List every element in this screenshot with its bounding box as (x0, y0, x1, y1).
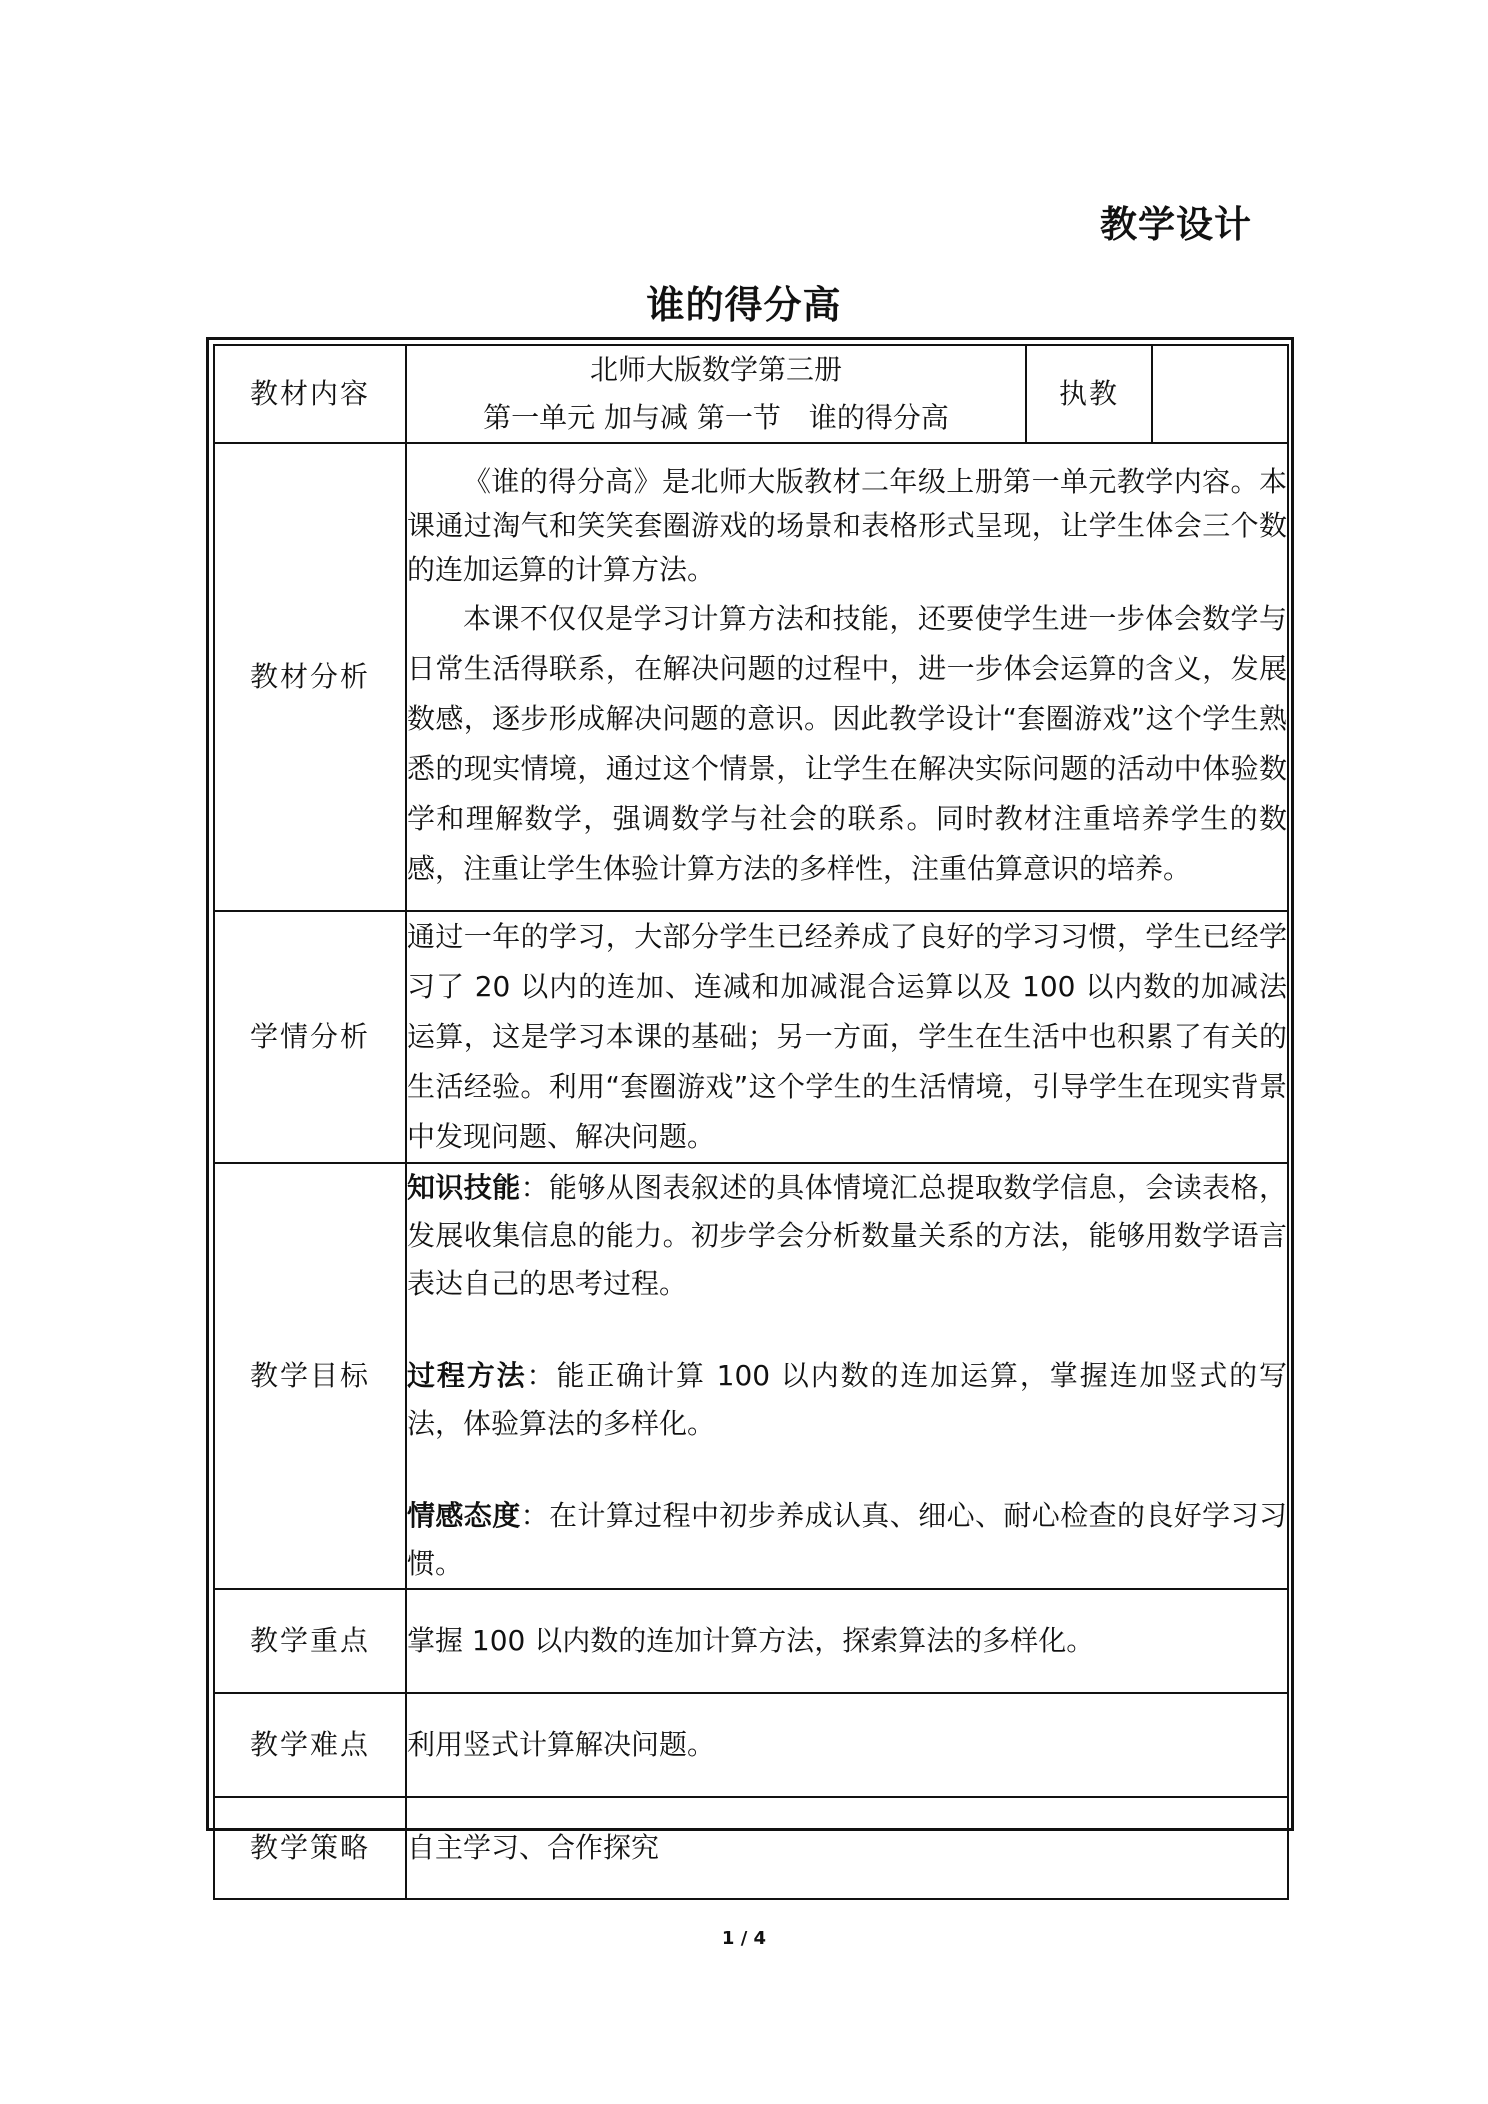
key-points-value: 掌握 100 以内数的连加计算方法，探索算法的多样化。 (406, 1589, 1288, 1693)
textbook-analysis-value (406, 443, 1288, 911)
row-student-analysis (214, 911, 1288, 1163)
row-key-points (214, 1589, 1288, 1693)
goal-separator: ： (520, 1499, 550, 1532)
goal-process-methods (407, 1352, 1287, 1448)
goal-spacer (407, 1308, 1287, 1352)
row-teaching-goals (214, 1163, 1288, 1589)
goal-title: 过程方法 (407, 1359, 527, 1392)
lesson-plan-table (213, 344, 1289, 1900)
goal-emotion-attitude (407, 1492, 1287, 1588)
label-teacher: 执教 (1026, 345, 1152, 443)
label-difficulties: 教学难点 (214, 1693, 406, 1797)
teacher-value (1152, 345, 1288, 443)
goal-title: 知识技能 (407, 1171, 521, 1204)
analysis-paragraph-2: 本课不仅仅是学习计算方法和技能，还要使学生进一步体会数学与日常生活得联系，在解决问题的过程中，进一步体会运算的含义，发展数感，逐步形成解决问题的意识。因此教学设计“套圈游戏”这个学生熟悉的现实情境，通过这个情景，让学生在解决实际问题的活动中体验数学和理解数学，强调数学与社会的联系。同时教材注重培养学生的数感，注重让学生体验计算方法的多样性，注重估算意识的培养。 (407, 602, 1287, 885)
goal-separator: ： (520, 1171, 550, 1204)
row-textbook-analysis (214, 443, 1288, 911)
row-difficulties (214, 1693, 1288, 1797)
lesson-title: 谁的得分高 (646, 283, 842, 327)
label-student-analysis: 学情分析 (214, 911, 406, 1163)
goal-separator: ： (526, 1359, 557, 1392)
label-key-points: 教学重点 (214, 1589, 406, 1693)
goal-text: 在计算过程中初步养成认真、细心、耐心检查的良好学习习惯。 (407, 1499, 1287, 1580)
textbook-name: 北师大版数学第三册 (589, 353, 842, 386)
page-number: 1 / 4 (721, 1928, 767, 1949)
label-strategies: 教学策略 (214, 1797, 406, 1899)
textbook-content-value (406, 345, 1026, 443)
goal-knowledge-skills (407, 1164, 1287, 1308)
row-textbook-content (214, 345, 1288, 443)
document-type: 教学设计 (1100, 203, 1252, 246)
label-textbook-content: 教材内容 (214, 345, 406, 443)
teaching-goals-value (406, 1163, 1288, 1589)
goal-spacer (407, 1448, 1287, 1492)
analysis-paragraph-1: 《谁的得分高》是北师大版教材二年级上册第一单元教学内容。本课通过淘气和笑笑套圈游戏的场景和表格形式呈现，让学生体会三个数的连加运算的计算方法。 (407, 465, 1287, 586)
unit-section: 第一单元 加与减 第一节 谁的得分高 (483, 401, 949, 434)
strategies-value: 自主学习、合作探究 (406, 1797, 1288, 1899)
label-teaching-goals: 教学目标 (214, 1163, 406, 1589)
goal-text: 能够从图表叙述的具体情境汇总提取数学信息，会读表格，发展收集信息的能力。初步学会分析数量关系的方法，能够用数学语言表达自己的思考过程。 (407, 1171, 1287, 1300)
difficulties-value: 利用竖式计算解决问题。 (406, 1693, 1288, 1797)
goal-text: 能正确计算 100 以内数的连加运算，掌握连加竖式的写法，体验算法的多样化。 (407, 1359, 1287, 1440)
row-strategies (214, 1797, 1288, 1899)
student-analysis-value (406, 911, 1288, 1163)
goal-title: 情感态度 (407, 1499, 521, 1532)
student-analysis-text: 通过一年的学习，大部分学生已经养成了良好的学习习惯，学生已经学习了 20 以内的连加、连减和加减混合运算以及 100 以内数的加减法运算，这是学习本课的基础；另一方面，学生在生活中也积累了有关的生活经验。利用“套圈游戏”这个学生的生活情境，引导学生在现实背景中发现问题、解决问题。 (407, 920, 1287, 1153)
label-textbook-analysis: 教材分析 (214, 443, 406, 911)
